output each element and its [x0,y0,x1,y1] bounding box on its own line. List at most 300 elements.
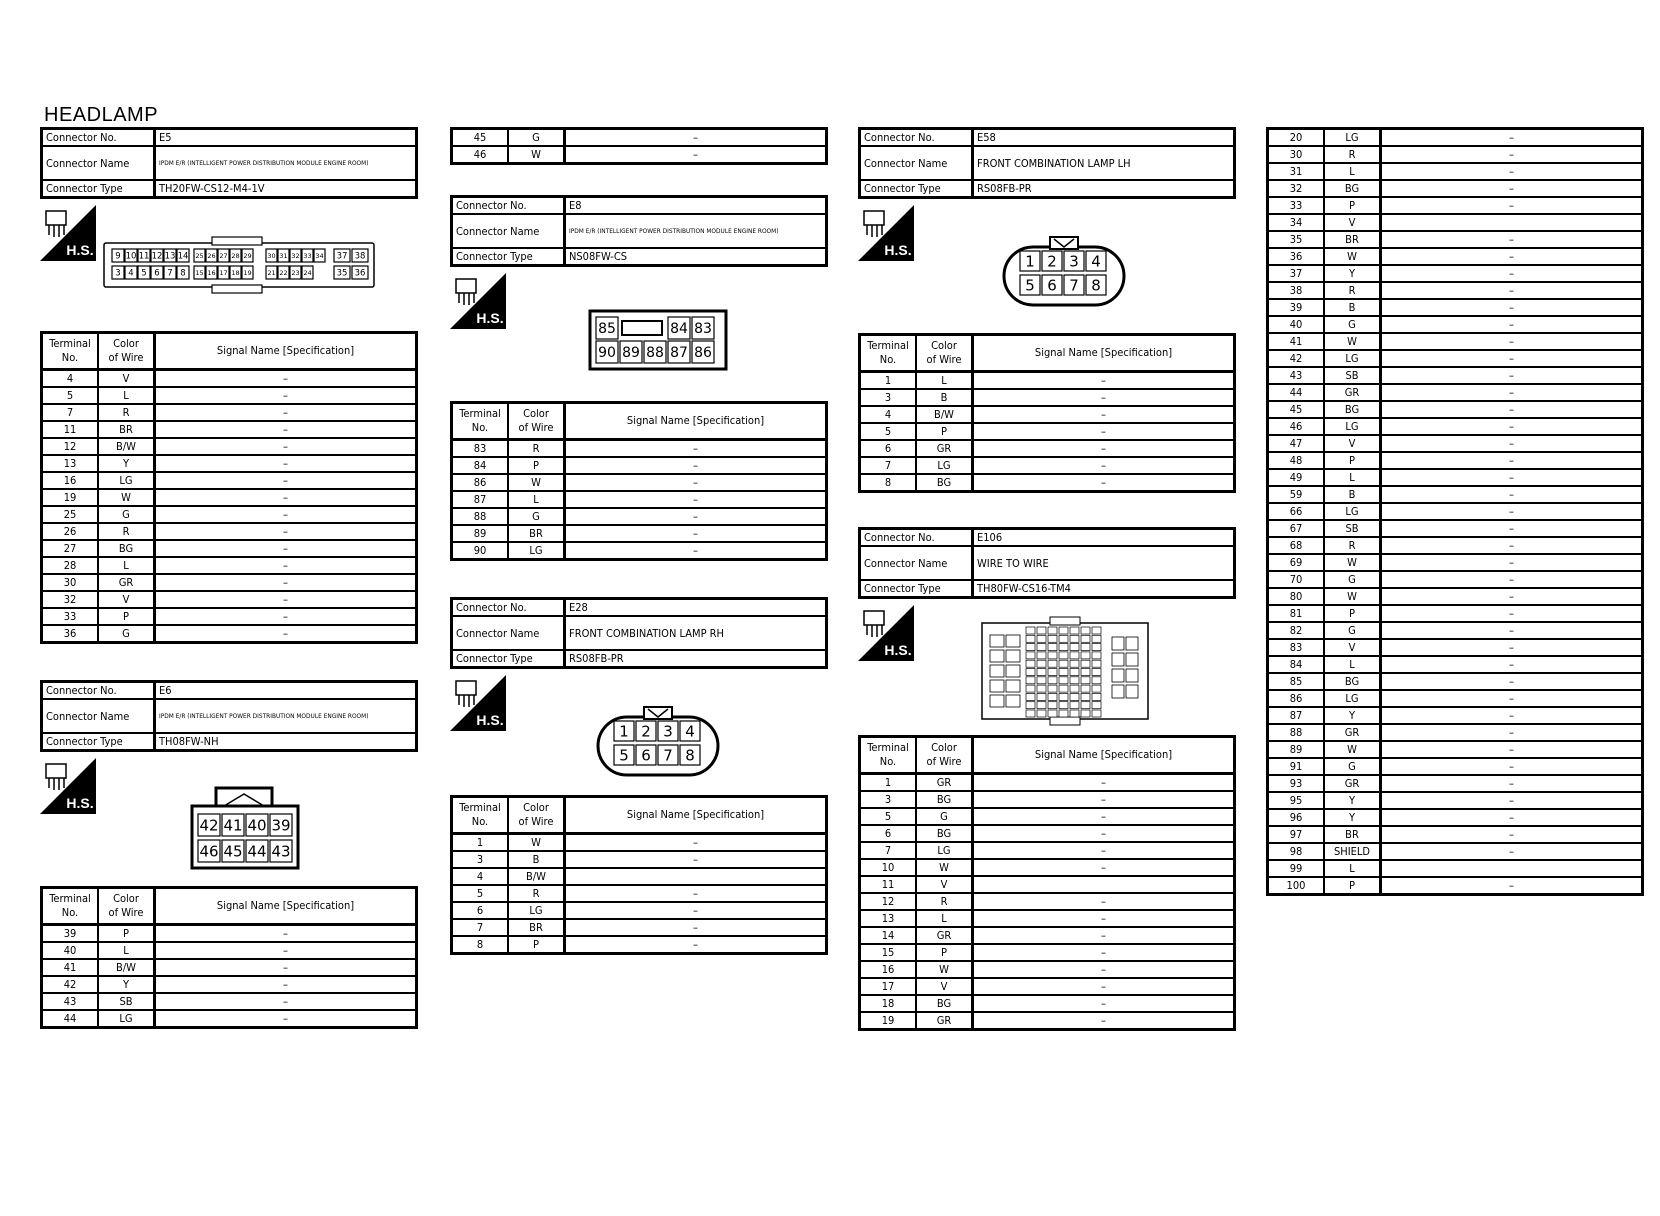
table-row [1268,435,1643,452]
pin-number: 15 [195,268,204,277]
signal-name-header: Signal Name [Specification] [155,888,417,925]
terminal-no-cell: 17 [860,978,917,995]
connector-name-label: Connector Name [452,616,565,650]
wire-color-cell: W [1324,248,1381,265]
pin-cavity [1037,710,1046,717]
pin-cavity [1092,635,1101,642]
signal-name-cell: – [973,406,1235,423]
terminal-no-cell: 81 [1268,605,1325,622]
signal-name-cell: – [1381,554,1643,571]
signal-name-cell [1381,214,1643,231]
signal-name-cell: – [1381,690,1643,707]
terminal-no-cell: 84 [1268,656,1325,673]
pin-cavity [1126,653,1138,666]
connector-header-e58 [858,127,1236,199]
signal-name-cell: – [1381,809,1643,826]
signal-name-cell: – [565,457,827,474]
connector-key-slot [622,321,662,335]
pin-cavity [1059,685,1068,692]
table-row [860,457,1235,474]
pin-number: 8 [1091,276,1101,295]
pin-number: 36 [354,268,366,279]
pin-cavity [1081,669,1090,676]
table-row [860,774,1235,792]
table-row [1268,316,1643,333]
table-row [42,489,417,506]
terminal-no-cell: 4 [42,370,99,388]
connector-diagram-e58 [858,205,1236,333]
signal-name-cell: – [1381,163,1643,180]
wire-color-cell: BR [508,525,565,542]
table-row [1268,452,1643,469]
terminal-no-cell: 45 [452,129,509,147]
pin-cavity [1081,627,1090,634]
signal-name-cell: – [1381,367,1643,384]
pin-number: 21 [267,268,276,277]
signal-name-cell: – [155,959,417,976]
pin-cavity [1059,702,1068,709]
terminal-no-cell: 6 [860,825,917,842]
pin-cavity [1081,702,1090,709]
signal-name-cell: – [565,902,827,919]
wire-color-cell: R [916,893,973,910]
pin-number: 25 [195,251,204,260]
table-row [42,404,417,421]
terminal-no-cell: 85 [1268,673,1325,690]
pin-number: 84 [670,321,688,338]
pin-cavity [1026,635,1035,642]
connector-name-label: Connector Name [42,146,155,180]
wire-color-cell: P [98,925,155,943]
wire-color-cell: Y [1324,792,1381,809]
pin-cavity [1037,635,1046,642]
connector-no-value: E106 [973,529,1235,547]
table-row [452,885,827,902]
terminal-table-e6 [40,886,418,1029]
connector-type-value: RS08FB-PR [973,180,1235,198]
terminal-no-cell: 7 [860,457,917,474]
wire-color-cell: GR [916,927,973,944]
table-row [1268,146,1643,163]
connector-face-e5 [102,235,382,295]
signal-name-cell: – [973,842,1235,859]
pin-cavity [1092,710,1101,717]
table-row [860,944,1235,961]
table-row [42,942,417,959]
pin-number: 28 [231,251,240,260]
signal-name-cell: – [1381,129,1643,147]
terminal-no-cell: 49 [1268,469,1325,486]
pin-number: 19 [243,268,252,277]
pin-cavity [1059,669,1068,676]
connector-type-value: TH80FW-CS16-TM4 [973,580,1235,598]
terminal-no-cell: 87 [452,491,509,508]
harness-side-icon [40,758,96,814]
pin-cavity [1126,637,1138,650]
wire-color-cell: P [1324,197,1381,214]
table-row [1268,571,1643,588]
table-row [42,976,417,993]
hs-label: H.S. [884,642,912,658]
connector-header-e5 [40,127,418,199]
signal-name-cell: – [1381,231,1643,248]
terminal-no-cell: 96 [1268,809,1325,826]
connector-face-e28 [596,703,720,779]
pin-number: 1 [619,722,629,741]
terminal-no-cell: 26 [42,523,99,540]
table-row [1268,724,1643,741]
pin-number: 89 [622,345,640,362]
terminal-no-cell: 32 [42,591,99,608]
wire-color-cell: R [1324,146,1381,163]
table-row [1268,299,1643,316]
pin-number: 31 [279,251,288,260]
pin-number: 17 [219,268,228,277]
wire-color-cell: L [98,557,155,574]
wire-color-cell: BR [508,919,565,936]
wire-color-cell: V [916,876,973,893]
connector-name-value: IPDM E/R (INTELLIGENT POWER DISTRIBUTION MODULE ENGINE ROOM) [155,146,417,180]
pin-cavity [1081,685,1090,692]
wire-color-cell: R [1324,282,1381,299]
table-row [42,370,417,388]
table-row [452,868,827,885]
wire-color-cell: SB [98,993,155,1010]
wire-color-cell: BR [1324,231,1381,248]
signal-name-cell: – [1381,282,1643,299]
signal-name-cell: – [973,457,1235,474]
table-row [452,474,827,491]
terminal-no-cell: 83 [1268,639,1325,656]
terminal-no-cell: 66 [1268,503,1325,520]
table-row [1268,367,1643,384]
table-row [1268,350,1643,367]
terminal-no-cell: 86 [1268,690,1325,707]
wire-color-cell: SB [1324,367,1381,384]
table-row [860,842,1235,859]
table-row [42,608,417,625]
signal-name-cell: – [1381,792,1643,809]
table-row [1268,843,1643,860]
terminal-no-cell: 7 [452,919,509,936]
wire-color-cell: R [508,885,565,902]
wire-color-cell: BG [1324,401,1381,418]
terminal-no-cell: 86 [452,474,509,491]
pin-cavity [990,650,1004,662]
wire-color-cell: LG [1324,350,1381,367]
table-row [42,472,417,489]
terminal-no-cell: 39 [42,925,99,943]
signal-name-cell: – [1381,724,1643,741]
color-of-wire-header: Color of Wire [916,737,973,774]
pin-number: 13 [164,251,176,262]
wire-color-cell: GR [916,1012,973,1030]
connector-no-value: E6 [155,682,417,700]
connector-no-value: E28 [565,599,827,617]
pin-cavity [1070,635,1079,642]
hs-label: H.S. [884,242,912,258]
terminal-no-cell: 27 [42,540,99,557]
wire-color-cell: LG [1324,129,1381,147]
signal-name-cell: – [1381,333,1643,350]
table-row [452,851,827,868]
table-row [1268,860,1643,877]
terminal-no-cell: 43 [42,993,99,1010]
table-row [452,542,827,560]
wire-color-cell: B [1324,486,1381,503]
wire-color-cell: L [1324,163,1381,180]
wire-color-cell: V [1324,214,1381,231]
table-row [860,859,1235,876]
wire-color-cell: L [508,491,565,508]
table-row [1268,588,1643,605]
pin-number: 38 [354,251,366,262]
pin-cavity [1070,627,1079,634]
signal-name-cell: – [1381,197,1643,214]
connector-name-value: FRONT COMBINATION LAMP RH [565,616,827,650]
signal-name-cell: – [1381,843,1643,860]
table-row [42,959,417,976]
terminal-no-cell: 7 [42,404,99,421]
pin-number: 26 [207,251,216,260]
terminal-no-cell: 13 [860,910,917,927]
pin-number: 3 [1069,252,1079,271]
signal-name-cell: – [155,387,417,404]
connector-no-value: E8 [565,197,827,215]
signal-name-cell: – [973,423,1235,440]
signal-name-cell: – [565,542,827,560]
pin-cavity [1026,644,1035,651]
terminal-no-cell: 5 [42,387,99,404]
pin-cavity [1059,677,1068,684]
wire-color-cell: GR [1324,775,1381,792]
signal-name-cell: – [1381,741,1643,758]
pin-number: 2 [1047,252,1057,271]
pin-cavity [1006,635,1020,647]
pin-cavity [1070,644,1079,651]
connector-type-label: Connector Type [860,580,973,598]
signal-name-cell: – [973,440,1235,457]
terminal-no-cell: 5 [860,808,917,825]
table-row [1268,333,1643,350]
pin-cavity [1026,710,1035,717]
pin-number: 3 [115,268,121,279]
table-row [1268,775,1643,792]
wire-color-cell: V [1324,435,1381,452]
signal-name-cell: – [565,851,827,868]
pin-cavity [1006,650,1020,662]
connector-header-e106 [858,527,1236,599]
table-row [452,919,827,936]
table-row [1268,248,1643,265]
signal-name-cell: – [1381,520,1643,537]
wire-color-cell: SB [1324,520,1381,537]
wire-color-cell: B/W [508,868,565,885]
signal-name-cell: – [565,129,827,147]
pin-cavity [1037,627,1046,634]
signal-name-cell: – [155,455,417,472]
pin-cavity [1026,677,1035,684]
wire-color-cell: BG [1324,180,1381,197]
terminal-no-cell: 59 [1268,486,1325,503]
harness-side-icon [450,675,506,731]
signal-name-cell: – [565,508,827,525]
connector-header-e6 [40,680,418,752]
terminal-no-cell: 91 [1268,758,1325,775]
pin-number: 3 [663,722,673,741]
terminal-no-cell: 87 [1268,707,1325,724]
terminal-no-cell: 82 [1268,622,1325,639]
connector-diagram-e28 [450,675,828,795]
pin-cavity [1059,644,1068,651]
wire-color-cell: G [1324,622,1381,639]
signal-name-cell: – [1381,316,1643,333]
wire-color-cell: V [98,370,155,388]
terminal-no-cell: 88 [452,508,509,525]
pin-number: 43 [271,842,291,861]
pin-cavity [1081,677,1090,684]
signal-name-cell: – [1381,469,1643,486]
signal-name-cell: – [1381,758,1643,775]
signal-name-cell: – [973,893,1235,910]
terminal-no-cell: 48 [1268,452,1325,469]
table-row [42,625,417,643]
wire-color-cell: L [1324,860,1381,877]
pin-number: 88 [646,345,664,362]
pin-cavity [1006,665,1020,677]
connector-latch [212,285,262,293]
pin-cavity [1081,652,1090,659]
signal-name-cell: – [565,474,827,491]
table-row [1268,809,1643,826]
terminal-no-cell: 1 [452,834,509,852]
signal-name-cell: – [1381,146,1643,163]
wire-color-cell: W [1324,554,1381,571]
terminal-no-cell: 16 [860,961,917,978]
signal-name-cell: – [565,440,827,458]
signal-name-cell: – [1381,384,1643,401]
wire-color-cell: BR [1324,826,1381,843]
table-row [1268,469,1643,486]
table-row [1268,826,1643,843]
wire-color-cell: P [508,936,565,954]
table-row [1268,180,1643,197]
terminal-no-cell: 4 [860,406,917,423]
connector-face-e8 [588,309,730,373]
wire-color-cell: W [916,859,973,876]
wire-color-cell: B [1324,299,1381,316]
color-of-wire-header: Color of Wire [916,335,973,372]
pin-cavity [1092,693,1101,700]
signal-name-cell: – [565,491,827,508]
wire-color-cell: W [508,146,565,164]
signal-name-cell: – [1381,486,1643,503]
terminal-no-cell: 15 [860,944,917,961]
connector-type-label: Connector Type [42,180,155,198]
table-row [42,506,417,523]
wire-color-cell: SHIELD [1324,843,1381,860]
pin-number: 90 [598,345,616,362]
pin-number: 39 [271,816,291,835]
terminal-no-cell: 34 [1268,214,1325,231]
table-row [1268,214,1643,231]
table-row [42,387,417,404]
signal-name-cell: – [973,944,1235,961]
signal-name-cell: – [155,472,417,489]
table-row [860,791,1235,808]
signal-name-header: Signal Name [Specification] [155,333,417,370]
terminal-no-cell: 31 [1268,163,1325,180]
terminal-no-cell: 20 [1268,129,1325,147]
pin-cavity [1081,644,1090,651]
wire-color-cell: G [508,129,565,147]
signal-name-cell: – [973,1012,1235,1030]
wire-color-cell: GR [1324,384,1381,401]
signal-name-cell: – [1381,248,1643,265]
wire-color-cell: V [1324,639,1381,656]
terminal-no-cell: 42 [1268,350,1325,367]
terminal-table-e106 [858,735,1236,1031]
table-row [1268,741,1643,758]
connector-type-label: Connector Type [860,180,973,198]
connector-lock [216,788,272,806]
pin-cavity [1126,685,1138,698]
pin-cavity [1070,693,1079,700]
signal-name-header: Signal Name [Specification] [565,403,827,440]
terminal-no-cell: 37 [1268,265,1325,282]
terminal-no-cell: 70 [1268,571,1325,588]
column-4 [1266,127,1644,896]
table-row [1268,673,1643,690]
wire-color-cell: V [98,591,155,608]
wire-color-cell: LG [1324,503,1381,520]
terminal-no-cell: 38 [1268,282,1325,299]
terminal-no-cell: 36 [1268,248,1325,265]
signal-name-cell: – [1381,452,1643,469]
pin-cavity [1059,627,1068,634]
signal-name-cell: – [155,976,417,993]
terminal-no-header: Terminal No. [42,333,99,370]
signal-name-cell: – [1381,180,1643,197]
signal-name-header: Signal Name [Specification] [565,797,827,834]
pin-number: 14 [177,251,189,262]
terminal-table-e8 [450,401,828,561]
pin-number: 45 [223,842,243,861]
wire-color-cell: P [1324,877,1381,895]
pin-cavity [1070,669,1079,676]
pin-cavity [1037,702,1046,709]
connector-no-label: Connector No. [42,129,155,147]
table-row [452,129,827,147]
connector-face-e106 [980,615,1152,727]
table-row [42,993,417,1010]
wire-color-cell: P [508,457,565,474]
pin-number: 10 [125,251,137,262]
wire-color-cell: R [98,523,155,540]
terminal-no-cell: 80 [1268,588,1325,605]
signal-name-cell: – [1381,418,1643,435]
pin-number: 6 [641,746,651,765]
wire-color-cell: G [916,808,973,825]
signal-name-cell: – [1381,537,1643,554]
pin-cavity [1026,685,1035,692]
table-row [860,440,1235,457]
table-row [1268,197,1643,214]
table-row [860,474,1235,492]
signal-name-cell: – [1381,435,1643,452]
pin-number: 7 [1069,276,1079,295]
connector-no-label: Connector No. [860,129,973,147]
